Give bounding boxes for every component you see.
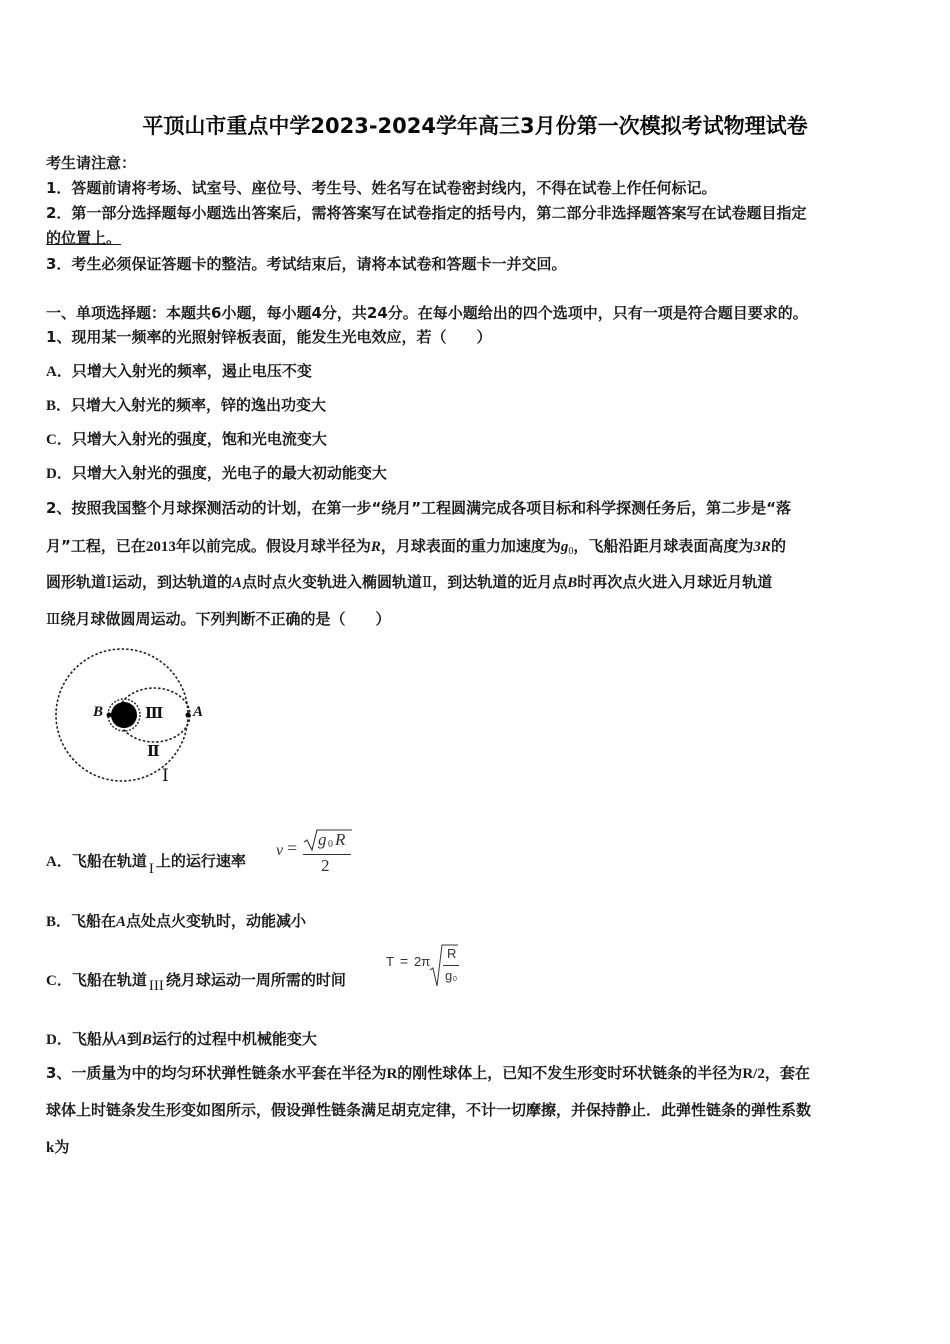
numerator: R: [447, 946, 457, 961]
option-text: 只增大入射光的强度，饱和光电流变大: [71, 430, 327, 448]
option-label: A．: [46, 854, 72, 870]
label-a: A: [193, 704, 204, 720]
option-text: 只增大入射光的频率，锌的逸出功变大: [71, 396, 327, 414]
var-r: R: [335, 830, 346, 849]
section-heading: 一、单项选择题：本题共6小题，每小题4分，共24分。在每小题给出的四个选项中，只有一项是符合题目要求的。: [46, 304, 808, 322]
fraction-bar: [303, 854, 351, 855]
equals: =: [400, 953, 409, 969]
question-2-line-1: 2、按照我国整个月球探测活动的计划，在第一步“绕月”工程圆满完成各项目标和科学探测任务后，第二步是“落: [46, 499, 792, 517]
label-orbit-iii: Ⅲ: [145, 706, 164, 722]
option-text: 绕月球运动一周所需的时间: [165, 971, 346, 989]
notice-heading: 考生请注意：: [46, 154, 137, 172]
label-orbit-i: Ⅰ: [162, 766, 169, 785]
question-3-line-3: [46, 1136, 69, 1157]
text: 月”工程，已在: [46, 537, 146, 555]
label-b: B: [93, 704, 104, 720]
orbit-subscript: III: [148, 978, 164, 994]
point-b: B: [567, 575, 578, 591]
option-label: C．: [46, 432, 72, 448]
text: 年以前完成。假设月球半径为: [175, 537, 371, 555]
var-v: v: [276, 842, 284, 859]
var-r: R: [386, 1066, 398, 1082]
option-text: 只增大入射光的频率，遏止电压不变: [71, 362, 312, 380]
question-1-stem: 1、现用某一频率的光照射锌板表面，能发生光电效应，若（ ）: [46, 328, 492, 346]
question-2-option-b[interactable]: [46, 910, 306, 931]
option-label: A．: [46, 364, 72, 380]
text: ，到达轨道的近月点: [432, 573, 568, 591]
option-label: D．: [46, 466, 72, 482]
notice-item-1: 1．答题前请将考场、试室号、座位号、考生号、姓名写在试卷密封线内，不得在试卷上作任何标记。: [46, 179, 717, 197]
var-k: k: [46, 1140, 55, 1156]
option-label: D．: [46, 1032, 72, 1048]
text: ，月球表面的重力加速度为: [380, 537, 561, 555]
question-2-line-2: [46, 535, 786, 556]
option-text: 上的运行速率: [155, 852, 246, 870]
subscript: 0: [328, 839, 333, 850]
text: 绕月球做圆周运动。下列判断不正确的是（ ）: [60, 610, 391, 628]
question-1-option-c[interactable]: [46, 428, 327, 449]
formula-period: [386, 942, 466, 992]
page-title: 平顶山市重点中学2023-2024学年高三3月份第一次模拟考试物理试卷: [142, 114, 808, 138]
text: ，飞船沿距月球表面高度为: [573, 537, 754, 555]
orbit-i: Ⅰ: [106, 575, 112, 591]
option-text: 运行的过程中机械能变大: [151, 1030, 317, 1048]
question-1-option-d[interactable]: [46, 462, 387, 483]
option-label: B．: [46, 398, 72, 414]
option-text: 到: [126, 1030, 142, 1048]
point-a: A: [116, 1032, 127, 1048]
orbit-diagram-svg: [50, 640, 210, 790]
question-3-line-2: 球体上时链条发生形变如图所示，假设弹性链条满足胡克定律，不计一切摩擦，并保持静止．此弹性链条的弹性系数: [46, 1101, 812, 1119]
text: ，套在: [764, 1064, 810, 1082]
orbit-subscript: I: [148, 861, 154, 877]
text: 3、一质量为中的均匀环状弹性链条水平套在半径为: [46, 1064, 387, 1082]
var-g: g: [560, 539, 569, 555]
question-1-option-b[interactable]: [46, 394, 326, 415]
text: 为: [54, 1138, 70, 1156]
text: 时再次点火进入月球近月轨道: [577, 573, 773, 591]
two-pi: 2π: [414, 954, 431, 969]
notice-item-2: 2．第一部分选择题每小题选出答案后，需将答案写在试卷指定的括号内，第二部分非选择题答案写在试卷题目指定: [46, 204, 807, 222]
orbit-ii: Ⅱ: [422, 575, 433, 591]
denominator: 2: [321, 856, 330, 875]
orbit-iii: Ⅲ: [46, 612, 61, 628]
question-1-option-a[interactable]: [46, 360, 312, 381]
question-2-option-c[interactable]: [46, 969, 346, 994]
var-g: g: [318, 830, 327, 849]
formula-velocity: [276, 826, 356, 876]
option-text: 飞船在轨道: [71, 852, 147, 870]
text: 的刚性球体上，已知不发生形变时环状链条的半径为: [397, 1064, 743, 1082]
year: 2013: [145, 539, 176, 555]
var-3r: 3R: [753, 539, 771, 555]
text: 圆形轨道: [46, 573, 107, 591]
point-a: A: [116, 914, 127, 930]
option-text: 飞船在: [71, 912, 117, 930]
var-r: R: [370, 539, 381, 555]
text: 的: [770, 537, 786, 555]
notice-item-2-cont: 的位置上。: [46, 229, 122, 247]
option-text: 飞船在轨道: [71, 971, 147, 989]
point-a: A: [231, 575, 242, 591]
equals: =: [287, 838, 298, 858]
text: 运动，到达轨道的: [111, 573, 232, 591]
option-label: C．: [46, 973, 72, 989]
fraction-bar: [443, 965, 459, 966]
question-2-option-a[interactable]: [46, 850, 246, 877]
question-2-line-3: [46, 571, 772, 592]
label-orbit-ii: Ⅱ: [147, 744, 160, 760]
denominator: g: [445, 968, 453, 983]
question-2-line-4: [46, 608, 390, 629]
var-r-half: R/2: [742, 1066, 765, 1082]
text: 点时点火变轨进入椭圆轨道: [241, 573, 422, 591]
option-text: 飞船从: [71, 1030, 117, 1048]
subscript: 0: [453, 976, 457, 983]
option-text: 只增大入射光的强度，光电子的最大初动能变大: [71, 464, 387, 482]
notice-item-3: 3．考生必须保证答题卡的整洁。考试结束后，请将本试卷和答题卡一并交回。: [46, 255, 567, 273]
var-t: T: [386, 954, 394, 969]
option-text: 点处点火变轨时，动能减小: [126, 912, 307, 930]
option-label: B．: [46, 914, 72, 930]
subscript: 0: [568, 546, 574, 557]
question-2-option-d[interactable]: [46, 1028, 317, 1049]
question-3-line-1: [46, 1062, 810, 1083]
point-b: B: [141, 1032, 152, 1048]
orbit-diagram: [50, 640, 210, 790]
